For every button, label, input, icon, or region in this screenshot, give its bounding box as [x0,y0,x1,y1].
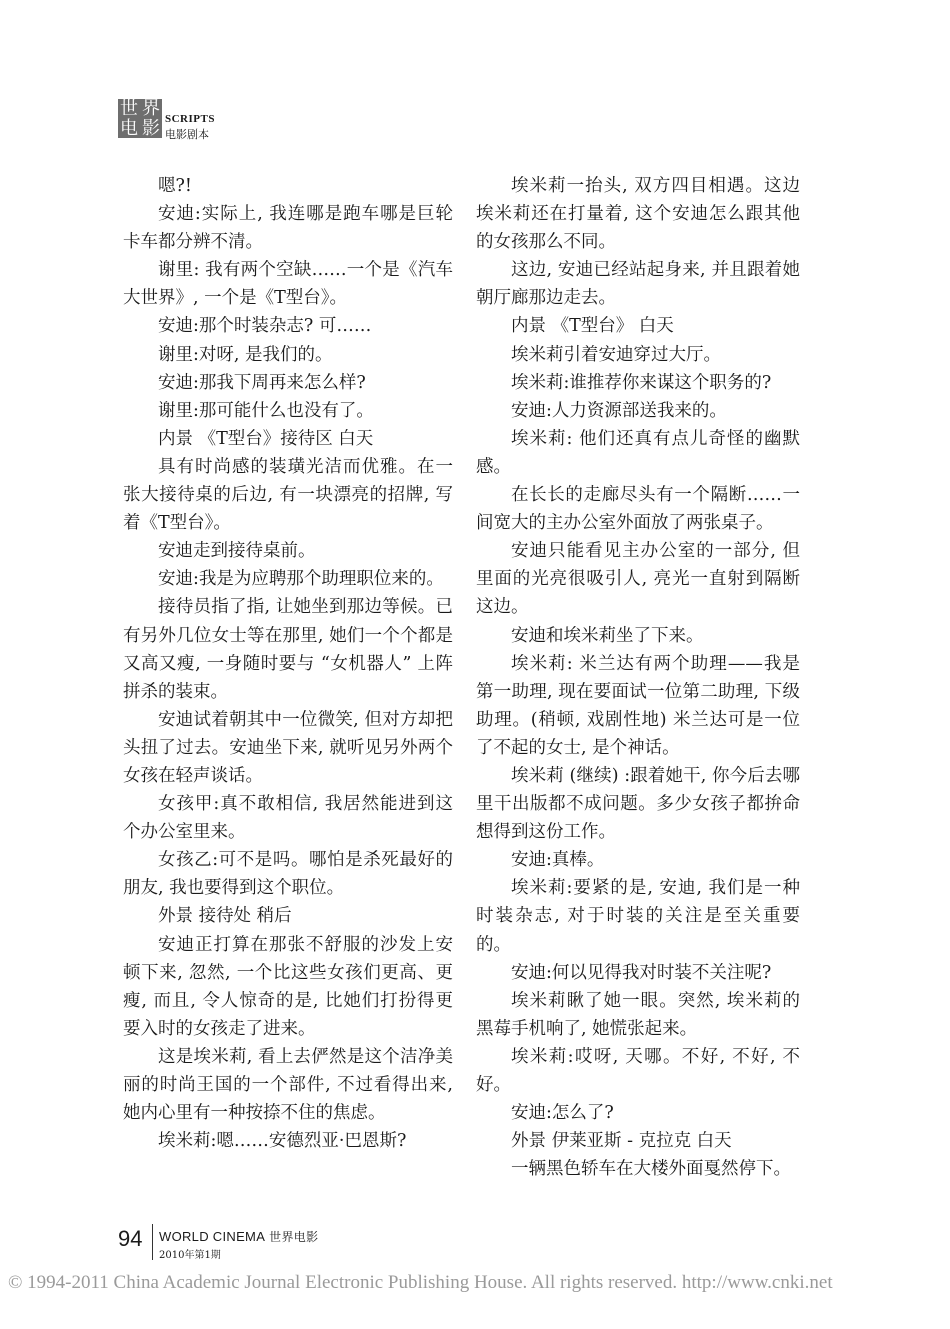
paragraph: 女孩甲:真不敢相信, 我居然能进到这个办公室里来。 [123,794,453,843]
paragraph: 埃米莉一抬头, 双方四目相遇。这边埃米莉还在打量着, 这个安迪怎么跟其他的女孩那么不同。 [476,176,800,253]
journal-title [159,1228,318,1245]
paragraph: 安迪正打算在那张不舒服的沙发上安顿下来, 忽然, 一个比这些女孩们更高、更瘦, 而且, 令人惊奇的是, 比她们打扮得更要入时的女孩走了进来。 [123,934,453,1039]
paragraph: 安迪:人力资源部送我来的。 [511,400,727,421]
paragraph: 埃米莉: 他们还真有点儿奇怪的幽默感。 [476,428,800,477]
paragraph: 埃米莉:嗯……安德烈亚·巴恩斯? [158,1131,407,1152]
journal-title-en: WORLD CINEMA [159,1229,266,1244]
logo-char: 界 [142,98,160,119]
section-label-cn: 电影剧本 [165,128,209,141]
paragraph: 安迪走到接待桌前。 [158,541,316,562]
paragraph: 谢里:对呀, 是我们的。 [158,344,333,365]
paragraph: 安迪:何以见得我对时装不关注呢? [511,962,772,983]
journal-title-cn: 世界电影 [269,1230,319,1244]
paragraph: 安迪:怎么了? [511,1103,614,1124]
paragraph: 安迪和埃米莉坐了下来。 [511,625,704,646]
logo-char: 电 [120,117,138,139]
paragraph: 埃米莉: 米兰达有两个助理——我是第一助理, 现在要面试一位第二助理, 下级助理。(稍顿, 戏剧性地) 米兰达可是一位了不起的女士, 是个神话。 [476,653,800,758]
paragraph: 安迪:真棒。 [511,850,605,871]
paragraph: 外景 接待处 稍后 [158,906,292,927]
paragraph: 埃米莉引着安迪穿过大厅。 [511,344,721,365]
paragraph: 嗯?! [158,176,192,196]
paragraph: 安迪:实际上, 我连哪是跑车哪是巨轮卡车都分辨不清。 [123,204,453,253]
paragraph: 具有时尚感的装璜光洁而优雅。在一张大接待桌的后边, 有一块漂亮的招牌, 写着《T型台》。 [123,456,453,534]
paragraph: 安迪:那我下周再来怎么样? [158,372,366,393]
left-text-column [123,172,453,1155]
paragraph: 内景 《T型台》接待区 白天 [158,428,374,449]
paragraph: 一辆黑色轿车在大楼外面戛然停下。 [511,1159,791,1180]
paragraph: 内景 《T型台》 白天 [511,316,674,337]
logo-char: 世 [120,98,138,119]
paragraph: 外景 伊莱亚斯 - 克拉克 白天 [511,1131,732,1152]
paragraph: 女孩乙:可不是吗。哪怕是杀死最好的朋友, 我也要得到这个职位。 [123,850,453,899]
paragraph: 在长长的走廊尽头有一个隔断……一间宽大的主办公室外面放了两张桌子。 [476,485,800,534]
paragraph: 接待员指了指, 让她坐到那边等候。已有另外几位女士等在那里, 她们一个个都是又高又瘦, 一身随时要与 “女机器人” 上阵拼杀的装束。 [123,597,453,702]
page-number: 94 [118,1226,143,1251]
paragraph: 安迪试着朝其中一位微笑, 但对方却把头扭了过去。安迪坐下来, 就听见另外两个女孩在轻声谈话。 [123,709,453,786]
logo-char: 影 [142,117,160,139]
paragraph: 埃米莉:要紧的是, 安迪, 我们是一种时装杂志, 对于时装的关注是至关重要的。 [476,878,800,955]
paragraph: 这是埃米莉, 看上去俨然是这个洁净美丽的时尚王国的一个部件, 不过看得出来, 她内心里有一种按捺不住的焦虑。 [123,1046,453,1124]
paragraph: 埃米莉瞅了她一眼。突然, 埃米莉的黑莓手机响了, 她慌张起来。 [476,990,800,1039]
copyright-notice: © 1994-2011 China Academic Journal Electronic Publishing House. All rights reserved. http://www.cnki.net [8,1272,833,1293]
right-text-column [476,172,800,1183]
footer-divider [152,1224,153,1260]
paragraph: 安迪只能看见主办公室的一部分, 但里面的光亮很吸引人, 亮光一直射到隔断这边。 [476,541,800,618]
paragraph: 埃米莉:哎呀, 天哪。不好, 不好, 不好。 [476,1046,800,1095]
section-label-en: SCRIPTS [165,113,215,125]
paragraph: 埃米莉:谁推荐你来谋这个职务的? [511,372,772,393]
journal-logo [118,99,162,138]
paragraph: 这边, 安迪已经站起身来, 并且跟着她朝厅廊那边走去。 [476,260,800,309]
paragraph: 安迪:我是为应聘那个助理职位来的。 [158,569,444,590]
paragraph: 谢里: 我有两个空缺……一个是《汽车大世界》, 一个是《T型台》。 [123,260,453,309]
issue-label: 2010年第1期 [159,1250,221,1261]
paragraph: 谢里:那可能什么也没有了。 [158,400,374,421]
paragraph: 埃米莉 (继续) :跟着她干, 你今后去哪里干出版都不成问题。多少女孩子都拚命想得到这份工作。 [476,765,800,843]
paragraph: 安迪:那个时装杂志? 可…… [158,316,372,337]
